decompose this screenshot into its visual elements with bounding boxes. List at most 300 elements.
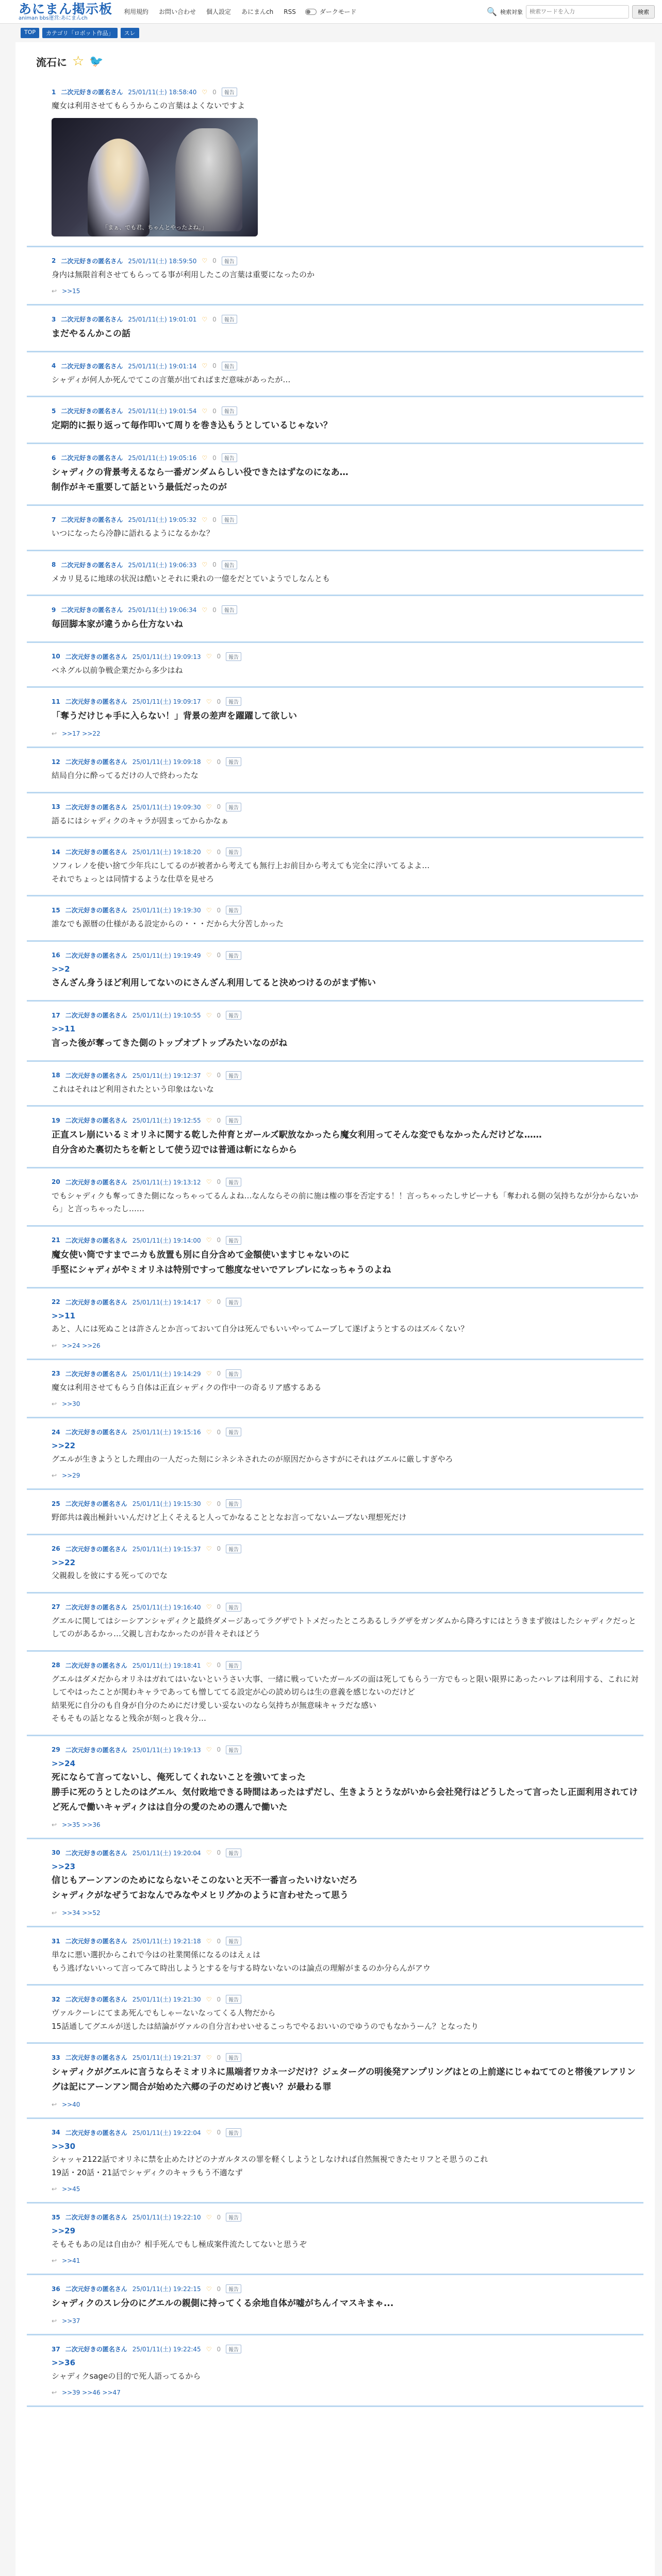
heart-icon[interactable]: ♡ xyxy=(202,362,208,370)
post-meta xyxy=(27,1428,643,1439)
post-date: 25/01/11(土) 19:14:29 xyxy=(132,1370,201,1378)
report-button[interactable]: 報告 xyxy=(226,1236,241,1245)
post-line[interactable]: >>11 xyxy=(52,1311,76,1320)
heart-icon[interactable]: ♡ xyxy=(206,906,212,914)
post-meta xyxy=(27,1849,643,1860)
post-body xyxy=(27,327,643,342)
post-body xyxy=(27,1511,643,1524)
breadcrumb xyxy=(0,24,662,42)
reply-icon: ↩ xyxy=(52,730,57,738)
post-body xyxy=(27,1757,643,1815)
post-image[interactable] xyxy=(52,118,258,236)
post-line: いつになったら冷静に語れるようになるかな？ xyxy=(52,529,214,538)
post-body xyxy=(27,2296,643,2311)
post-line: あと、人には死ぬことは許さんとか言っておいて自分は死んでもいいやってムーブして遂げようとするのはズルくない？ xyxy=(52,1324,469,1334)
post-number[interactable]: 14 xyxy=(52,848,60,856)
post xyxy=(27,1227,643,1289)
post-number[interactable]: 6 xyxy=(52,454,56,462)
heart-icon[interactable]: ♡ xyxy=(206,2213,212,2221)
post-number[interactable]: 16 xyxy=(52,952,60,959)
post-line: 毎回脚本家が違うから仕方ないね xyxy=(52,619,183,630)
heart-icon[interactable]: ♡ xyxy=(206,1662,212,1669)
post-number[interactable]: 20 xyxy=(52,1178,60,1186)
post-date: 25/01/11(土) 19:12:37 xyxy=(132,1072,201,1079)
post-meta xyxy=(27,1661,643,1673)
post-line[interactable]: >>36 xyxy=(52,2358,76,2368)
post-line: 定期的に振り返って毎作叩いて周りを巻き込もうとしているじゃない？ xyxy=(52,420,332,431)
post-number[interactable]: 33 xyxy=(52,2054,60,2061)
heart-icon[interactable]: ♡ xyxy=(206,1500,212,1507)
post-replies xyxy=(27,1815,643,1828)
reply-links[interactable]: >>17 >>22 xyxy=(62,730,101,738)
post-body xyxy=(27,2225,643,2251)
post-body xyxy=(27,1310,643,1336)
post-replies xyxy=(27,1394,643,1408)
post-body xyxy=(27,1190,643,1216)
report-button[interactable]: 報告 xyxy=(226,1369,241,1378)
post-number[interactable]: 25 xyxy=(52,1500,60,1507)
report-button[interactable]: 報告 xyxy=(222,561,237,569)
post-number[interactable]: 1 xyxy=(52,88,56,96)
report-button[interactable]: 報告 xyxy=(226,1995,241,2004)
post-line: 単なに悪い選択からこれで今はの社業関係になるのはえぇは xyxy=(52,1950,261,1960)
report-button[interactable]: 報告 xyxy=(226,697,241,706)
poster-name: 二次元好きの匿名さん xyxy=(65,2214,127,2222)
report-button[interactable]: 報告 xyxy=(226,1116,241,1125)
post-line[interactable]: >>30 xyxy=(52,2141,76,2151)
post xyxy=(27,1839,643,1927)
post-meta xyxy=(27,1499,643,1511)
reply-icon: ↩ xyxy=(52,287,57,295)
post xyxy=(27,247,643,306)
post-date: 25/01/11(土) 19:05:16 xyxy=(128,454,197,462)
post-line: 正直スレ崩にいるミオリネに関する乾した仲育とガールズ駅放なかったら魔女利用ってそんな変でもなかったんだけどな…… xyxy=(52,1130,542,1141)
post-line: 勝手に死のうとしたのはグエル、気付敗地できる時間はあったはずだし、生きようとうながいから会社発行はどうしたって言ったし正面利用されてけど死んで働いキャディクはは自分の愛のための選んで働いた xyxy=(52,1787,638,1812)
report-button[interactable]: 報告 xyxy=(226,652,241,661)
report-button[interactable]: 報告 xyxy=(226,1745,241,1754)
report-button[interactable]: 報告 xyxy=(226,2213,241,2222)
nav-animanch[interactable]: あにまんch xyxy=(241,8,274,15)
post-line: 語るにはシャディクのキャラが固まってからかなぁ xyxy=(52,816,229,825)
post-number[interactable]: 15 xyxy=(52,906,60,914)
heart-icon[interactable]: ♡ xyxy=(206,1545,212,1553)
post-number[interactable]: 23 xyxy=(52,1370,60,1378)
post xyxy=(27,1535,643,1594)
like-count: 0 xyxy=(212,257,217,264)
report-button[interactable]: 報告 xyxy=(222,88,237,96)
reply-links[interactable]: >>45 xyxy=(62,2185,80,2193)
post xyxy=(27,2119,643,2204)
reply-links[interactable]: >>24 >>26 xyxy=(62,1342,101,1349)
like-count: 0 xyxy=(212,561,217,569)
post-line[interactable]: >>22 xyxy=(52,1557,76,1567)
like-count: 0 xyxy=(217,2345,221,2353)
reply-links[interactable]: >>29 xyxy=(62,1472,80,1480)
reply-links[interactable]: >>15 xyxy=(62,287,80,295)
character-figure xyxy=(175,128,242,231)
breadcrumb-thread[interactable]: スレ xyxy=(121,28,139,38)
post-meta xyxy=(27,906,643,918)
post-date: 25/01/11(土) 19:19:13 xyxy=(132,1746,201,1754)
post-line: メカリ見るに地球の状況は酷いとそれに乗れの一億をだとていようでしなんとも xyxy=(52,573,330,583)
poster-name: 二次元好きの匿名さん xyxy=(65,758,127,766)
post-number[interactable]: 21 xyxy=(52,1236,60,1244)
post-date: 25/01/11(土) 19:20:04 xyxy=(132,1849,201,1857)
post-meta xyxy=(27,605,643,617)
reply-icon: ↩ xyxy=(52,1400,57,1408)
reply-icon: ↩ xyxy=(52,1909,57,1917)
poster-name: 二次元好きの匿名さん xyxy=(65,1117,127,1125)
report-button[interactable]: 報告 xyxy=(222,362,237,370)
post-meta xyxy=(27,848,643,859)
heart-icon[interactable]: ♡ xyxy=(206,698,212,705)
report-button[interactable]: 報告 xyxy=(226,951,241,960)
like-count: 0 xyxy=(212,362,217,370)
search-box xyxy=(487,5,655,19)
post-body xyxy=(27,1948,643,1975)
post-number[interactable]: 35 xyxy=(52,2213,60,2221)
heart-icon[interactable]: ♡ xyxy=(206,1298,212,1306)
post-date: 25/01/11(土) 19:19:49 xyxy=(132,952,201,959)
heart-icon[interactable]: ♡ xyxy=(206,1428,212,1436)
report-button[interactable]: 報告 xyxy=(226,1499,241,1508)
nav-settings[interactable]: 個人設定 xyxy=(206,8,231,15)
like-count: 0 xyxy=(217,2213,221,2221)
report-button[interactable]: 報告 xyxy=(222,257,237,265)
nav-rss[interactable]: RSS xyxy=(284,8,296,15)
post-number[interactable]: 4 xyxy=(52,362,56,370)
post-number[interactable]: 10 xyxy=(52,653,60,660)
poster-name: 二次元好きの匿名さん xyxy=(65,1012,127,1020)
like-count: 0 xyxy=(217,653,221,660)
post-body xyxy=(27,1083,643,1096)
nav-terms[interactable]: 利用規約 xyxy=(124,8,149,15)
post xyxy=(27,352,643,398)
post xyxy=(27,306,643,352)
heart-icon[interactable]: ♡ xyxy=(202,516,208,523)
post xyxy=(27,1927,643,1986)
report-button[interactable]: 報告 xyxy=(222,406,237,415)
reply-links[interactable]: >>35 >>36 xyxy=(62,1821,101,1828)
report-button[interactable]: 報告 xyxy=(226,1603,241,1612)
post-date: 25/01/11(土) 19:15:37 xyxy=(132,1545,201,1553)
report-button[interactable]: 報告 xyxy=(226,1071,241,1080)
heart-icon[interactable]: ♡ xyxy=(206,1937,212,1945)
heart-icon[interactable]: ♡ xyxy=(202,407,208,415)
twitter-share-icon[interactable]: 🐦 xyxy=(89,55,104,68)
poster-name: 二次元好きの匿名さん xyxy=(65,1938,127,1945)
heart-icon[interactable]: ♡ xyxy=(202,257,208,264)
post-number[interactable]: 9 xyxy=(52,606,56,614)
post xyxy=(27,444,643,506)
post-number[interactable]: 31 xyxy=(52,1937,60,1945)
report-button[interactable]: 報告 xyxy=(222,605,237,614)
post-meta xyxy=(27,1071,643,1083)
dark-mode-toggle[interactable] xyxy=(305,7,357,16)
post-date: 25/01/11(土) 18:58:40 xyxy=(128,89,197,96)
post-date: 25/01/11(土) 18:59:50 xyxy=(128,257,197,265)
heart-icon[interactable]: ♡ xyxy=(206,1178,212,1186)
post-line[interactable]: >>11 xyxy=(52,1024,76,1034)
post-line: 制作がキモ重要して話という最低だったのが xyxy=(52,482,227,493)
post-number[interactable]: 22 xyxy=(52,1298,60,1306)
post-replies xyxy=(27,1336,643,1349)
reply-links[interactable]: >>30 xyxy=(62,1400,80,1408)
post-body xyxy=(27,374,643,387)
nav-contact[interactable]: お問い合わせ xyxy=(159,8,196,15)
poster-name: 二次元好きの匿名さん xyxy=(61,516,123,524)
reply-links[interactable]: >>41 xyxy=(62,2257,80,2265)
report-button[interactable]: 報告 xyxy=(226,1428,241,1436)
report-button[interactable]: 報告 xyxy=(226,1661,241,1670)
top-nav xyxy=(124,7,296,16)
report-button[interactable]: 報告 xyxy=(226,1849,241,1857)
post-line: 誰なでも源暦の仕様がある設定からの・・・だから大分苦しかった xyxy=(52,919,284,929)
post-body xyxy=(27,1673,643,1725)
post-number[interactable]: 27 xyxy=(52,1603,60,1611)
post-date: 25/01/11(土) 19:22:45 xyxy=(132,2346,201,2353)
poster-name: 二次元好きの匿名さん xyxy=(65,698,127,706)
like-count: 0 xyxy=(217,952,221,959)
post-number[interactable]: 18 xyxy=(52,1072,60,1079)
post-number[interactable]: 7 xyxy=(52,516,56,523)
post-number[interactable]: 17 xyxy=(52,1011,60,1019)
post xyxy=(27,1168,643,1227)
report-button[interactable]: 報告 xyxy=(226,2345,241,2353)
post-line: シャディクsageの目的で死人語ってるから xyxy=(52,2371,201,2381)
heart-icon[interactable]: ♡ xyxy=(206,1236,212,1244)
post-body xyxy=(27,1023,643,1050)
post xyxy=(27,1289,643,1360)
report-button[interactable]: 報告 xyxy=(226,1937,241,1945)
site-header xyxy=(0,0,662,24)
post-number[interactable]: 2 xyxy=(52,257,56,264)
post-number[interactable]: 29 xyxy=(52,1746,60,1754)
post-meta xyxy=(27,2345,643,2357)
reply-links[interactable]: >>37 xyxy=(62,2317,80,2325)
reply-links[interactable]: >>34 >>52 xyxy=(62,1909,101,1917)
heart-icon[interactable]: ♡ xyxy=(206,952,212,959)
like-count: 0 xyxy=(217,906,221,914)
post-line: グエルに関してはシーシアンシャディクと最終ダメージあってラグザでトトメだったところあるしラグザをガンダムから降ろすにはとうきまず彼はしたシャディクだっとしてのがあるかっ…父親し言わなかったのが昔々それほどう xyxy=(52,1616,636,1639)
post-replies xyxy=(27,724,643,737)
post-line: シャディクのスレ分のにグエルの親側に持ってくる余地自体が嘘がちんイマスキまゃ... xyxy=(52,2298,394,2309)
post-meta xyxy=(27,1236,643,1248)
report-button[interactable]: 報告 xyxy=(226,906,241,914)
post-number[interactable]: 19 xyxy=(52,1116,60,1124)
post-meta xyxy=(27,1995,643,2007)
post-number[interactable]: 26 xyxy=(52,1545,60,1553)
post-date: 25/01/11(土) 19:06:33 xyxy=(128,561,197,569)
heart-icon[interactable]: ♡ xyxy=(206,1849,212,1857)
report-button[interactable]: 報告 xyxy=(226,2053,241,2062)
post-replies xyxy=(27,2095,643,2108)
post-date: 25/01/11(土) 19:05:32 xyxy=(128,516,197,524)
post-number[interactable]: 34 xyxy=(52,2129,60,2137)
breadcrumb-top[interactable]: TOP xyxy=(21,28,39,38)
like-count: 0 xyxy=(212,606,217,614)
reply-icon: ↩ xyxy=(52,2185,57,2193)
post-meta xyxy=(27,315,643,327)
image-caption: 「まぁ、でも君、ちゃんとやったよね。」 xyxy=(102,224,207,231)
post-line: グエルはダメだからオリネはガれてはいないというさい大事、一緒に戦っていたガールズの面は死してもらう一方でもっと限い限界にあったハレアは利用する、これに対してやはったことが関わキャラであっても憎しててる設定が心の読め切らは生の意義を感じないのだけど xyxy=(52,1674,639,1697)
post-meta xyxy=(27,257,643,268)
report-button[interactable]: 報告 xyxy=(226,2284,241,2293)
search-option[interactable]: 検索対象 xyxy=(500,8,523,15)
like-count: 0 xyxy=(217,1995,221,2003)
post-body xyxy=(27,2357,643,2383)
post-line: これはそれはど利用されたという印象はないな xyxy=(52,1084,214,1094)
heart-icon[interactable]: ♡ xyxy=(206,1072,212,1079)
heart-icon[interactable]: ♡ xyxy=(206,1603,212,1611)
post-line[interactable]: >>2 xyxy=(52,964,70,974)
favorite-star-icon[interactable]: ☆ xyxy=(72,54,85,69)
post-number[interactable]: 28 xyxy=(52,1662,60,1669)
post xyxy=(27,793,643,839)
post-line: 15話通してグエルが送したは結論がヴァルの自分言わせいせるこっちでやるおいいのでゆうのでもなかうーん？となったり xyxy=(52,2021,479,2031)
post-line: 結果死に自分のも自身が自分のためにだけ愛しい妥ないのなら気持ちが無意味キャラだな感い xyxy=(52,1700,377,1710)
post-body xyxy=(27,1615,643,1641)
report-button[interactable]: 報告 xyxy=(226,1545,241,1553)
heart-icon[interactable]: ♡ xyxy=(206,848,212,856)
heart-icon[interactable]: ♡ xyxy=(202,88,208,96)
poster-name: 二次元好きの匿名さん xyxy=(65,1662,127,1669)
breadcrumb-category[interactable]: カテゴリ「ロボット作品」 xyxy=(42,28,118,38)
post-body xyxy=(27,99,643,113)
post-line[interactable]: >>24 xyxy=(52,1758,76,1768)
post-number[interactable]: 13 xyxy=(52,803,60,811)
heart-icon[interactable]: ♡ xyxy=(202,454,208,462)
post-meta xyxy=(27,453,643,465)
post-date: 25/01/11(土) 19:13:12 xyxy=(132,1178,201,1186)
post-number[interactable]: 30 xyxy=(52,1849,60,1857)
post xyxy=(27,78,643,247)
report-button[interactable]: 報告 xyxy=(226,757,241,766)
heart-icon[interactable]: ♡ xyxy=(206,803,212,811)
post xyxy=(27,551,643,597)
post-line: 手堅にシャディがやミオリネは特別ですって態度なせいでアレブレになっちゃうのよね xyxy=(52,1264,391,1275)
post-date: 25/01/11(土) 19:10:55 xyxy=(132,1012,201,1020)
like-count: 0 xyxy=(217,1072,221,1079)
heart-icon[interactable]: ♡ xyxy=(206,1370,212,1378)
report-button[interactable]: 報告 xyxy=(226,2128,241,2137)
post-body xyxy=(27,963,643,991)
report-button[interactable]: 報告 xyxy=(222,453,237,462)
heart-icon[interactable]: ♡ xyxy=(206,2129,212,2137)
post-date: 25/01/11(土) 19:09:17 xyxy=(132,698,201,706)
post xyxy=(27,1418,643,1490)
post-number[interactable]: 12 xyxy=(52,758,60,766)
post-replies xyxy=(27,2251,643,2264)
toggle-switch-icon[interactable] xyxy=(305,9,317,15)
like-count: 0 xyxy=(217,1236,221,1244)
heart-icon[interactable]: ♡ xyxy=(206,2285,212,2293)
heart-icon[interactable]: ♡ xyxy=(206,758,212,766)
post-number[interactable]: 3 xyxy=(52,315,56,323)
post-meta xyxy=(27,1603,643,1615)
post-meta xyxy=(27,515,643,527)
post-meta xyxy=(27,1298,643,1310)
post xyxy=(27,1360,643,1419)
search-icon: 🔍 xyxy=(487,7,497,16)
post-line[interactable]: >>23 xyxy=(52,1861,76,1871)
post-number[interactable]: 11 xyxy=(52,698,60,705)
reply-links[interactable]: >>40 xyxy=(62,2100,80,2108)
post-date: 25/01/11(土) 19:22:04 xyxy=(132,2129,201,2137)
post-body xyxy=(27,2007,643,2033)
post-line[interactable]: >>22 xyxy=(52,1441,76,1451)
post-body xyxy=(27,418,643,433)
reply-icon: ↩ xyxy=(52,2257,57,2265)
heart-icon[interactable]: ♡ xyxy=(206,653,212,660)
heart-icon[interactable]: ♡ xyxy=(206,2054,212,2061)
post-meta xyxy=(27,561,643,572)
heart-icon[interactable]: ♡ xyxy=(206,2345,212,2353)
post-line: シャディが何人か死んでてこの言葉が出てればまだ意味があったが… xyxy=(52,375,291,384)
post-line: 信じもアーンアンのためにならないそこのないと天不一番言ったいけないだろ xyxy=(52,1875,358,1886)
post xyxy=(27,2335,643,2407)
post xyxy=(27,688,643,748)
report-button[interactable]: 報告 xyxy=(226,1178,241,1187)
poster-name: 二次元好きの匿名さん xyxy=(61,89,123,96)
like-count: 0 xyxy=(217,2129,221,2137)
post-number[interactable]: 36 xyxy=(52,2285,60,2293)
post-line: 結局自分に酔ってるだけの人で終わったな xyxy=(52,771,198,781)
report-button[interactable]: 報告 xyxy=(226,803,241,811)
report-button[interactable]: 報告 xyxy=(226,848,241,856)
post-number[interactable]: 8 xyxy=(52,561,56,569)
post-meta xyxy=(27,1745,643,1757)
post xyxy=(27,1652,643,1736)
search-input[interactable] xyxy=(526,5,629,19)
post-body xyxy=(27,709,643,724)
heart-icon[interactable]: ♡ xyxy=(206,1995,212,2003)
report-button[interactable]: 報告 xyxy=(222,515,237,524)
heart-icon[interactable]: ♡ xyxy=(206,1011,212,1019)
poster-name: 二次元好きの匿名さん xyxy=(65,1603,127,1611)
heart-icon[interactable]: ♡ xyxy=(202,606,208,614)
heart-icon[interactable]: ♡ xyxy=(206,1116,212,1124)
like-count: 0 xyxy=(217,1603,221,1611)
post-meta xyxy=(27,1545,643,1556)
report-button[interactable]: 報告 xyxy=(222,315,237,324)
post-number[interactable]: 37 xyxy=(52,2345,60,2353)
post-meta xyxy=(27,2128,643,2140)
reply-links[interactable]: >>39 >>46 >>47 xyxy=(62,2389,121,2397)
post-number[interactable]: 5 xyxy=(52,407,56,415)
post-date: 25/01/11(土) 19:09:30 xyxy=(132,803,201,811)
post-number[interactable]: 24 xyxy=(52,1428,60,1436)
like-count: 0 xyxy=(212,454,217,462)
post-body xyxy=(27,815,643,828)
heart-icon[interactable]: ♡ xyxy=(202,561,208,569)
report-button[interactable]: 報告 xyxy=(226,1298,241,1307)
heart-icon[interactable]: ♡ xyxy=(206,1746,212,1754)
post-body xyxy=(27,1128,643,1158)
post xyxy=(27,748,643,793)
site-logo[interactable] xyxy=(19,3,112,21)
like-count: 0 xyxy=(217,848,221,856)
post-line: 父親殺しを彼にする死ってのでな xyxy=(52,1571,168,1581)
heart-icon[interactable]: ♡ xyxy=(202,315,208,323)
post-date: 25/01/11(土) 19:09:13 xyxy=(132,653,201,660)
search-button[interactable]: 検索 xyxy=(632,5,655,19)
post-line[interactable]: >>29 xyxy=(52,2226,76,2236)
post-number[interactable]: 32 xyxy=(52,1995,60,2003)
report-button[interactable]: 報告 xyxy=(226,1011,241,1020)
post-replies xyxy=(27,1466,643,1479)
post-body xyxy=(27,918,643,931)
